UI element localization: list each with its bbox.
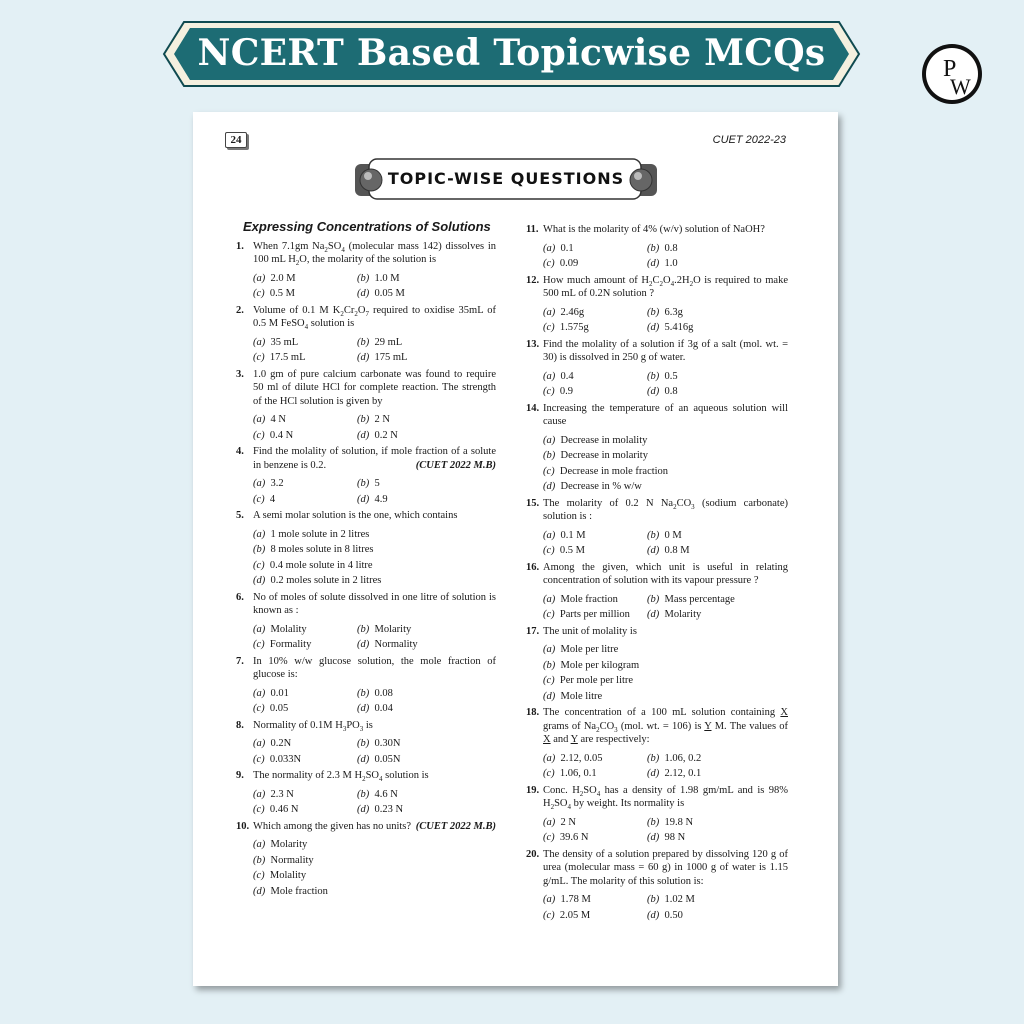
question-number: 3.	[236, 368, 244, 380]
question-text: 19. Conc. $H_2SO_4$ has a density of 1.98 gm/mL and is 98% $H_2SO_4$ by weight. Its normality is	[526, 784, 789, 812]
option-list	[526, 893, 788, 922]
question-item	[526, 497, 788, 558]
option-a: (a) 3.2	[253, 478, 284, 489]
option-c: (c) Per mole per litre	[543, 675, 634, 686]
option-list	[526, 434, 788, 494]
question-item	[236, 304, 496, 365]
option-a: (a) Mole fraction	[543, 593, 618, 605]
document-page	[193, 112, 838, 986]
option-d: (d) 0.2 moles solute in 2 litres	[253, 575, 382, 586]
option-a: (a) 2 N	[543, 816, 576, 828]
option-b: (b) 0.30N	[357, 738, 401, 749]
option-list	[236, 528, 496, 588]
question-number: 2.	[236, 304, 244, 316]
option-list	[236, 623, 496, 652]
option-b: (b) 5	[357, 478, 380, 489]
question-text: 2. Volume of 0.1 M $K_2Cr_2O_7$ required to oxidise 35mL of 0.5 M FeSO$_4$ solution is	[236, 304, 497, 332]
option-c: (c) 39.6 N	[543, 832, 589, 843]
question-item	[236, 445, 496, 506]
option-a: (a) 2.12, 0.05	[543, 752, 603, 764]
running-head: CUET 2022-23	[712, 134, 786, 146]
option-a: (a) 0.01	[253, 687, 289, 699]
question-text: 16. Among the given, which unit is useful in relating concentration of solution with its vapour pressure ?	[526, 561, 788, 586]
option-d: (d) 2.12, 0.1	[647, 768, 702, 779]
question-item	[526, 625, 788, 704]
question-number: 5.	[236, 510, 244, 521]
question-item	[236, 820, 496, 899]
option-a: (a) 35 mL	[253, 336, 299, 348]
question-source: (CUET 2022 M.B)	[415, 820, 496, 832]
option-c: (c) 2.05 M	[543, 909, 591, 921]
option-b: (b) 1.0 M	[357, 272, 400, 284]
option-list	[526, 306, 788, 335]
option-a: (a) 0.4	[543, 370, 574, 382]
option-c: (c) 0.9	[543, 386, 574, 397]
option-d: (d) Normality	[357, 639, 418, 650]
option-list	[526, 529, 788, 558]
question-number: 10.	[236, 820, 250, 832]
question-item	[526, 338, 788, 399]
question-item	[526, 402, 788, 494]
question-text: 15. The molarity of 0.2 N $Na_2CO_3$ (sodium carbonate) solution is :	[526, 497, 788, 522]
question-item	[236, 368, 496, 443]
option-list	[236, 687, 496, 716]
option-b: (b) 0 M	[647, 529, 682, 541]
question-number: 8.	[236, 719, 244, 731]
question-item	[526, 784, 788, 845]
question-number: 1.	[236, 240, 244, 252]
question-number: 17.	[526, 625, 540, 637]
option-d: (d) Decrease in % w/w	[543, 481, 642, 492]
option-b: (b) 2 N	[357, 414, 390, 425]
option-b: (b) Mass percentage	[647, 593, 735, 605]
option-d: (d) 0.04	[357, 703, 393, 714]
question-text: 7. In 10% w/w glucose solution, the mole fraction of glucose is:	[236, 655, 496, 680]
option-list	[526, 752, 788, 781]
topic-title: TOPIC-WISE QUESTIONS	[387, 169, 625, 188]
question-item	[236, 769, 496, 817]
question-text: 3. 1.0 gm of pure calcium carbonate was found to require 50 ml of dilute HCl for complete reaction. The strength of the HCl solution is given by	[236, 368, 496, 407]
option-c: (c) 0.4 N	[253, 429, 294, 441]
option-d: (d) 0.8 M	[647, 545, 690, 556]
question-number: 16.	[526, 561, 540, 573]
option-d: (d) Molarity	[647, 609, 702, 620]
option-b: (b) 8 moles solute in 8 litres	[253, 544, 374, 555]
question-item	[526, 706, 788, 781]
option-b: (b) 0.8	[647, 242, 678, 254]
option-c: (c) 0.05	[253, 703, 289, 714]
question-source: (CUET 2022 M.B)	[415, 459, 496, 471]
option-c: (c) 4	[253, 493, 276, 505]
option-c: (c) 1.575g	[543, 322, 589, 333]
svg-text:P: P	[943, 56, 957, 82]
option-d: (d) 5.416g	[647, 322, 694, 333]
option-a: (a) Molarity	[253, 839, 308, 850]
option-d: (d) 0.05 M	[357, 288, 405, 299]
question-text: 8. Normality of 0.1M $H_3PO_3$ is	[236, 719, 373, 733]
question-text: 20. The density of a solution prepared by dissolving 120 g of urea (molecular mass = 60 g) in 1000 g of water is 1.15 g/mL. The molarity of this solution is:	[526, 848, 788, 887]
question-item	[236, 655, 496, 716]
option-d: (d) 0.50	[647, 909, 683, 921]
option-c: (c) 17.5 mL	[253, 352, 306, 363]
question-number: 9.	[236, 770, 244, 781]
option-b: (b) 19.8 N	[647, 816, 694, 828]
banner-title: NCERT Based Topicwise MCQs	[197, 32, 826, 74]
question-text: 14. Increasing the temperature of an aqueous solution will cause	[526, 402, 788, 427]
option-list	[236, 737, 496, 766]
question-item	[236, 591, 496, 652]
option-b: (b) 0.5	[647, 370, 678, 382]
option-list	[236, 336, 496, 365]
option-list	[236, 272, 496, 301]
question-number: 20.	[526, 848, 540, 860]
question-item	[236, 719, 496, 767]
topic-banner	[353, 156, 659, 204]
option-b: (b) Decrease in molarity	[543, 450, 648, 461]
option-list	[236, 788, 496, 817]
question-item	[526, 848, 788, 923]
question-number: 7.	[236, 655, 244, 667]
option-b: (b) 1.02 M	[647, 894, 695, 905]
option-a: (a) Decrease in molality	[543, 434, 648, 446]
option-b: (b) 29 mL	[357, 336, 403, 348]
option-d: (d) 0.2 N	[357, 429, 398, 441]
option-c: (c) Parts per million	[543, 609, 630, 620]
question-text: 9. The normality of 2.3 M $H_2SO_4$ solution is	[236, 770, 429, 784]
question-text: 11. What is the molarity of 4% (w/v) solution of NaOH?	[526, 224, 765, 235]
option-d: (d) Mole litre	[543, 690, 603, 702]
question-item	[236, 509, 496, 588]
question-number: 13.	[526, 338, 540, 350]
page-number: 24	[225, 132, 247, 148]
option-a: (a) 2.46g	[543, 306, 585, 318]
option-d: (d) 1.0	[647, 258, 678, 269]
option-c: (c) 0.033N	[253, 753, 302, 765]
option-c: (c) 0.4 mole solute in 4 litre	[253, 559, 373, 571]
option-d: (d) 0.23 N	[357, 804, 404, 815]
option-c: (c) 0.09	[543, 258, 579, 269]
option-a: (a) 2.3 N	[253, 788, 294, 800]
question-item	[526, 223, 788, 271]
question-text: 12. How much amount of $H_2C_2O_4.2H_2O$ is required to make 500 mL of 0.2N solution ?	[526, 274, 788, 299]
option-d: (d) 4.9	[357, 493, 388, 505]
option-d: (d) 175 mL	[357, 352, 408, 363]
svg-text:W: W	[950, 74, 971, 99]
option-list	[526, 816, 788, 845]
header-banner	[160, 20, 863, 88]
section-heading: Expressing Concentrations of Solutions	[243, 219, 491, 234]
option-a: (a) 0.1 M	[543, 529, 586, 541]
question-number: 11.	[526, 224, 539, 235]
question-item	[526, 274, 788, 335]
question-number: 12.	[526, 274, 540, 286]
option-a: (a) Mole per litre	[543, 644, 619, 655]
option-b: (b) Molarity	[357, 623, 412, 635]
question-item	[236, 240, 496, 301]
option-c: (c) 0.46 N	[253, 804, 299, 815]
option-c: (c) Molality	[253, 870, 307, 881]
question-text: 17. The unit of molality is	[526, 625, 637, 637]
option-a: (a) 1 mole solute in 2 litres	[253, 528, 370, 540]
question-text: 4. Find the molality of solution, if mole fraction of a solute in benzene is 0.2. (CUET 2022 M.B)	[236, 446, 496, 471]
option-list	[526, 643, 788, 703]
option-a: (a) 0.2N	[253, 738, 292, 749]
question-number: 6.	[236, 591, 244, 603]
option-b: (b) 4.6 N	[357, 788, 398, 800]
option-a: (a) Molality	[253, 623, 307, 635]
question-number: 4.	[236, 446, 244, 457]
option-d: (d) 0.05N	[357, 753, 401, 765]
option-b: (b) 0.08	[357, 687, 393, 699]
option-a: (a) 1.78 M	[543, 894, 591, 905]
option-list	[526, 593, 788, 622]
right-column	[526, 220, 788, 925]
option-b: (b) 6.3g	[647, 306, 683, 318]
option-a: (a) 2.0 M	[253, 272, 296, 284]
option-d: (d) Mole fraction	[253, 885, 328, 897]
question-item	[526, 561, 788, 622]
option-list	[236, 413, 496, 442]
question-number: 15.	[526, 497, 540, 509]
question-text: 1. When 7.1gm $Na_2SO_4$ (molecular mass 142) dissolves in 100 mL $H_2O$, the molarity of the solution is	[236, 240, 496, 268]
option-c: (c) 1.06, 0.1	[543, 768, 597, 779]
option-b: (b) 1.06, 0.2	[647, 752, 702, 764]
pw-logo	[921, 43, 983, 105]
option-c: (c) 0.5 M	[253, 288, 295, 299]
question-number: 19.	[526, 784, 540, 796]
option-d: (d) 98 N	[647, 832, 686, 843]
option-c: (c) Formality	[253, 639, 312, 650]
question-text: 13. Find the molality of a solution if 3g of a salt (mol. wt. = 30) is dissolved in 250 g of water.	[526, 338, 788, 363]
option-c: (c) 0.5 M	[543, 545, 585, 556]
option-list	[526, 370, 788, 399]
option-b: (b) Mole per kilogram	[543, 659, 640, 671]
option-list	[526, 242, 788, 271]
option-list	[236, 477, 496, 506]
question-text: 6. No of moles of solute dissolved in one litre of solution is known as :	[236, 591, 496, 616]
question-number: 14.	[526, 402, 540, 414]
option-a: (a) 4 N	[253, 414, 286, 425]
option-c: (c) Decrease in mole fraction	[543, 465, 669, 477]
option-list	[236, 838, 496, 898]
question-text: 5. A semi molar solution is the one, which contains	[236, 510, 458, 521]
option-a: (a) 0.1	[543, 242, 574, 254]
question-text: 10. Which among the given has no units? (CUET 2022 M.B)	[236, 820, 496, 832]
option-b: (b) Normality	[253, 854, 314, 866]
question-number: 18.	[526, 707, 540, 718]
option-d: (d) 0.8	[647, 386, 678, 397]
left-column	[236, 220, 496, 901]
question-text: 18. The concentration of a 100 mL solution containing X grams of $Na_2CO_3$ (mol. wt. = 106) is Y M. The values of X and Y are respectively:	[526, 707, 788, 745]
